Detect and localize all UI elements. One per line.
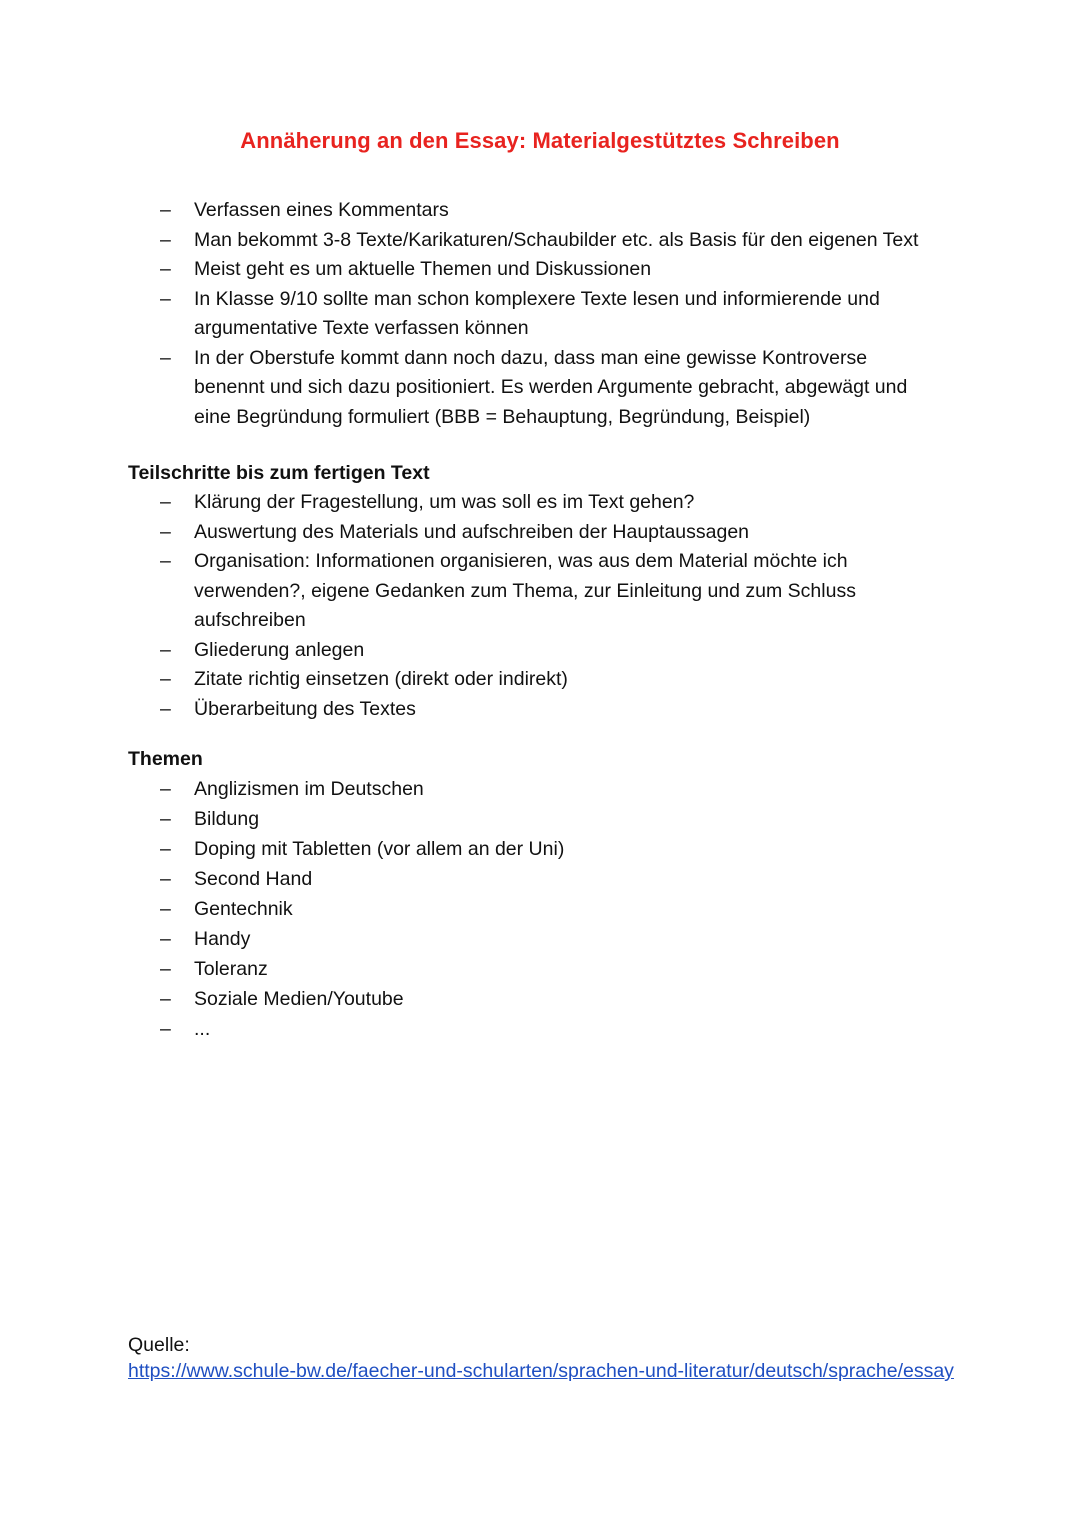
dash-bullet: – [160, 199, 171, 221]
dash-bullet: – [160, 668, 171, 690]
source-label: Quelle: [128, 1334, 190, 1356]
list-item [160, 665, 954, 695]
list-item [160, 285, 909, 344]
dash-bullet: – [160, 638, 171, 661]
list-item [160, 804, 954, 834]
list-item [160, 695, 954, 725]
dash-bullet: – [160, 491, 171, 513]
dash-bullet: – [160, 808, 171, 830]
list-item [160, 954, 954, 984]
page-title: Annäherung an den Essay: Materialgestütztes Schreiben [240, 128, 840, 153]
list-item-text: In der Oberstufe kommt dann noch dazu, dass man eine gewisse Kontroverse benennt und sich dazu positioniert. Es werden Argumente gebracht, abgewägt und eine Begründung formuliert (BBB = Behauptung, Begründung, Beispiel) [194, 346, 908, 428]
list-item [160, 518, 954, 548]
list-item-text: Klärung der Fragestellung, um was soll es im Text gehen? [194, 491, 695, 513]
list-item [160, 924, 954, 954]
list-item [160, 488, 954, 518]
dash-bullet: – [160, 228, 171, 251]
list-item [160, 196, 954, 226]
dash-bullet: – [160, 1018, 171, 1040]
source-link[interactable]: https://www.schule-bw.de/faecher-und-schularten/sprachen-und-literatur/deutsch/sprache/essay [128, 1360, 954, 1382]
list-item-text: ... [194, 1018, 211, 1040]
list-item [160, 984, 954, 1014]
dash-bullet: – [160, 287, 171, 310]
list-item [160, 1014, 954, 1044]
list-item [160, 636, 954, 666]
steps-list [160, 488, 954, 724]
steps-heading: Teilschritte bis zum fertigen Text [128, 462, 430, 484]
dash-bullet: – [160, 520, 171, 543]
list-item-text: Zitate richtig einsetzen (direkt oder indirekt) [194, 668, 568, 690]
dash-bullet: – [160, 988, 171, 1010]
list-item-text: Meist geht es um aktuelle Themen und Diskussionen [194, 258, 652, 280]
dash-bullet: – [160, 868, 171, 890]
dash-bullet: – [160, 838, 171, 860]
dash-bullet: – [160, 898, 171, 920]
list-item-text: Verfassen eines Kommentars [194, 199, 449, 221]
list-item [160, 774, 954, 804]
dash-bullet: – [160, 346, 171, 369]
list-item-text: Anglizismen im Deutschen [194, 778, 424, 800]
list-item [160, 226, 954, 256]
list-item [160, 834, 954, 864]
list-item [160, 864, 954, 894]
list-item-text: Organisation: Informationen organisieren, was aus dem Material möchte ich verwenden?, eigene Gedanken zum Thema, zur Einleitung und zum Schluss aufschreiben [194, 550, 856, 631]
list-item-text: Soziale Medien/Youtube [194, 988, 404, 1010]
list-item-text: Man bekommt 3-8 Texte/Karikaturen/Schaubilder etc. als Basis für den eigenen Text [194, 228, 919, 251]
list-item-text: Toleranz [194, 958, 268, 980]
list-item-text: Bildung [194, 808, 260, 830]
intro-list [160, 196, 954, 432]
list-item [160, 255, 954, 285]
dash-bullet: – [160, 778, 171, 800]
themes-list [160, 774, 954, 1044]
list-item [160, 894, 954, 924]
list-item-text: Überarbeitung des Textes [194, 697, 416, 720]
list-item-text: Auswertung des Materials und aufschreiben der Hauptaussagen [194, 520, 750, 543]
list-item-text: Gentechnik [194, 898, 293, 920]
list-item-text: Gliederung anlegen [194, 638, 365, 661]
dash-bullet: – [160, 697, 171, 720]
dash-bullet: – [160, 258, 171, 280]
dash-bullet: – [160, 928, 171, 950]
list-item-text: Doping mit Tabletten (vor allem an der Uni) [194, 838, 565, 860]
themes-heading: Themen [128, 748, 203, 770]
dash-bullet: – [160, 550, 171, 572]
list-item-text: In Klasse 9/10 sollte man schon komplexere Texte lesen und informierende und argumentative Texte verfassen können [194, 287, 880, 339]
list-item [160, 344, 939, 433]
list-item [160, 547, 894, 636]
dash-bullet: – [160, 958, 171, 980]
list-item-text: Second Hand [194, 868, 313, 890]
list-item-text: Handy [194, 928, 251, 950]
